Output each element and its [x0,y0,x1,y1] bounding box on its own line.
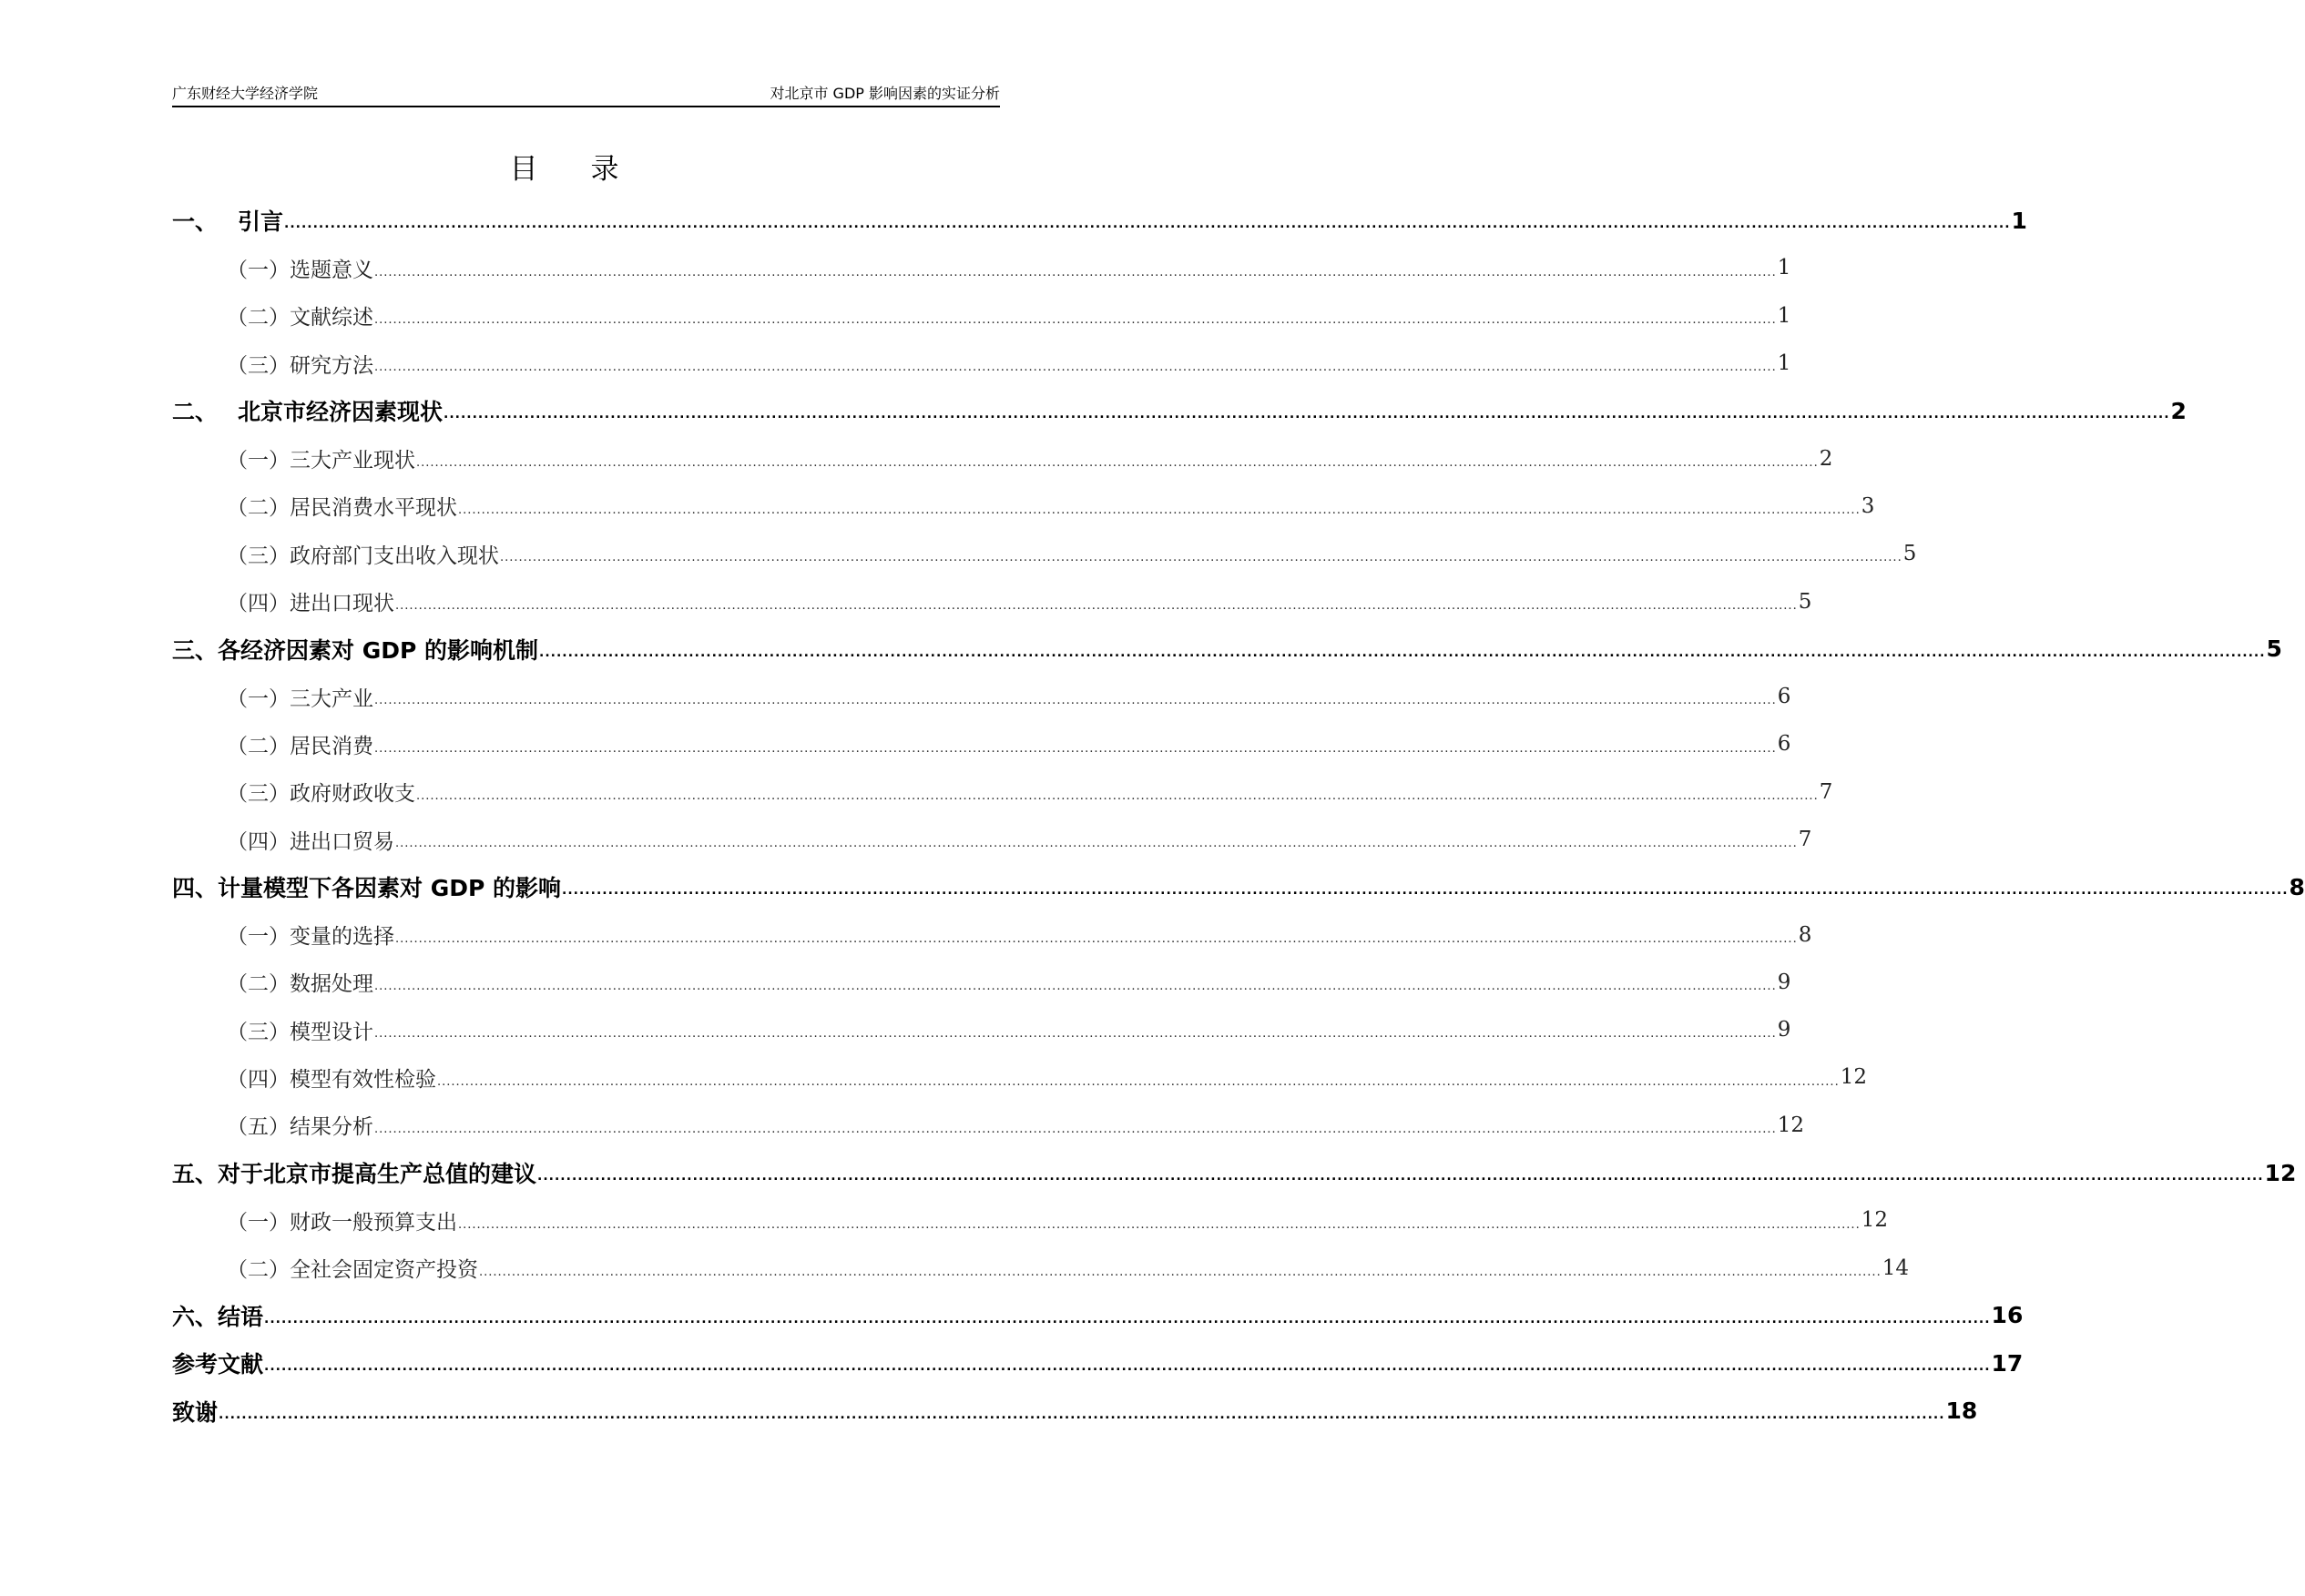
toc-entry[interactable] [172,1102,1804,1149]
toc-entry-text: 对于北京市提高生产总值的建议 [218,1161,537,1188]
toc-entry-text: 政府部门支出收入现状 [290,544,499,568]
toc-entry[interactable] [172,577,1812,625]
toc-entry-label [227,1015,373,1045]
leader-dots: ............................................................................................................................................................................................................................................................................................................ [458,503,1861,518]
toc-entry-text: 数据处理 [290,972,373,997]
toc-entry-text: 结语 [218,1303,264,1330]
toc-entry[interactable] [172,863,2305,910]
toc-entry-text: 文献综述 [290,306,373,330]
toc-entry-label [227,1205,457,1235]
toc-entry-page: 2 [1819,446,1833,471]
toc-entry-text: 政府财政收支 [290,782,415,807]
toc-entry[interactable] [172,434,1833,482]
toc-entry-page: 5 [1902,542,1917,566]
leader-dots: ............................................................................................................................................................................................................................................................................................................ [264,1359,1991,1375]
leader-dots: ............................................................................................................................................................................................................................................................................................................ [416,455,1819,470]
toc-entry-page: 8 [2289,873,2305,900]
leader-dots: ............................................................................................................................................................................................................................................................................................................ [219,1407,1945,1422]
toc-entry-number: （一） [227,258,290,282]
toc-entry[interactable] [172,1006,1791,1053]
toc-entry[interactable] [172,292,1791,340]
toc-entry-page: 1 [1777,303,1791,328]
toc-entry-label [227,777,415,807]
toc-entry[interactable] [172,1292,2024,1339]
toc-entry-label [172,1395,218,1428]
toc-entry-number: 一、 [172,208,219,236]
leader-dots: ............................................................................................................................................................................................................................................................................................................ [437,1074,1840,1089]
toc-entry-label [227,825,394,855]
toc-entry-number: （一） [227,449,290,473]
toc-entry-text: 结果分析 [290,1115,373,1140]
toc-entry[interactable] [172,910,1812,958]
toc-entry-page: 5 [2266,635,2282,663]
toc-entry-text: 计量模型下各因素对 GDP 的影响 [218,875,562,902]
leader-dots: ............................................................................................................................................................................................................................................................................................................ [374,980,1777,994]
toc-entry-label [227,1110,373,1140]
leader-dots: ............................................................................................................................................................................................................................................................................................................ [374,1122,1777,1136]
toc-entry-page: 9 [1777,970,1791,994]
toc-entry-label [172,870,561,903]
toc-entry-text: 研究方法 [290,353,373,378]
toc-entry[interactable] [172,673,1791,720]
toc-entry-text: 变量的选择 [290,925,394,950]
toc-entry[interactable] [172,1196,1888,1244]
toc-entry-number: （三） [227,782,290,807]
toc-entry-page: 12 [1861,1208,1888,1233]
toc-entry-number: 五、 [172,1161,219,1188]
toc-entry-number: （二） [227,1258,290,1283]
toc-entry-number: （三） [227,544,290,568]
leader-dots: ............................................................................................................................................................................................................................................................................................................ [539,645,2266,660]
toc-entry-text: 北京市经济因素现状 [238,399,444,426]
toc-title: 目录 [509,153,672,186]
toc-entry-number: 二、 [172,399,219,426]
toc-entry-label [227,729,373,759]
table-of-contents [172,197,2305,1435]
leader-dots: ............................................................................................................................................................................................................................................................................................................ [374,1027,1777,1042]
toc-entry[interactable] [172,483,1875,530]
toc-entry-page: 2 [2170,397,2187,424]
toc-entry-number: （一） [227,1210,290,1235]
toc-entry-label [227,349,373,379]
toc-entry-label [227,1062,436,1093]
leader-dots: ............................................................................................................................................................................................................................................................................................................ [395,837,1798,851]
toc-entry-number: （四） [227,829,290,854]
toc-entry-page: 12 [1777,1113,1804,1137]
toc-entry-page: 1 [1777,256,1791,280]
toc-entry-page: 5 [1798,589,1812,614]
toc-entry-page: 1 [2011,207,2027,234]
toc-entry-page: 12 [1840,1065,1867,1090]
toc-entry-page: 3 [1861,493,1875,518]
toc-entry[interactable] [172,197,2027,244]
toc-entry-number: （五） [227,1115,290,1140]
leader-dots: ............................................................................................................................................................................................................................................................................................................ [500,551,1902,565]
leader-dots: ............................................................................................................................................................................................................................................................................................................ [374,265,1777,280]
toc-entry[interactable] [172,530,1917,577]
leader-dots: ............................................................................................................................................................................................................................................................................................................ [264,1312,1991,1327]
toc-entry[interactable] [172,959,1791,1006]
toc-entry-page: 12 [2264,1159,2297,1186]
leader-dots: ............................................................................................................................................................................................................................................................................................................ [537,1169,2264,1184]
toc-entry-page: 14 [1882,1255,1909,1280]
toc-entry-number: （三） [227,1020,290,1044]
leader-dots: ............................................................................................................................................................................................................................................................................................................ [395,598,1798,613]
toc-entry-number: （二） [227,306,290,330]
toc-entry-label [172,204,283,237]
toc-entry-label [227,491,457,521]
toc-entry-label [227,253,373,283]
toc-entry-label [227,920,394,950]
toc-entry-text: 致谢 [172,1398,219,1426]
header-institution: 广东财经大学经济学院 [172,84,319,102]
toc-entry[interactable] [172,1387,1978,1434]
toc-entry-number: 六、 [172,1303,219,1330]
leader-dots: ............................................................................................................................................................................................................................................................................................................ [374,741,1777,756]
toc-entry-text: 模型设计 [290,1020,373,1044]
toc-entry-text: 三大产业现状 [290,449,415,473]
toc-entry-text: 三大产业 [290,686,373,711]
toc-entry-label [227,1253,478,1283]
header-paper-title: 对北京市 GDP 影响因素的实证分析 [770,84,1000,102]
leader-dots: ............................................................................................................................................................................................................................................................................................................ [374,361,1777,375]
toc-entry-page: 8 [1798,922,1812,947]
toc-entry[interactable] [172,387,2187,434]
toc-entry-label [227,682,373,712]
toc-entry-page: 6 [1777,732,1791,757]
toc-entry[interactable] [172,1149,2297,1196]
toc-entry[interactable] [172,244,1791,291]
toc-entry-label [172,1299,263,1332]
toc-entry-number: （二） [227,734,290,758]
toc-entry[interactable] [172,768,1833,816]
toc-entry-text: 进出口现状 [290,592,394,616]
toc-entry-text: 引言 [238,208,284,236]
toc-entry-text: 模型有效性检验 [290,1067,436,1092]
toc-entry-text: 居民消费 [290,734,373,758]
toc-entry-page: 17 [1991,1349,2024,1377]
toc-entry-page: 16 [1991,1302,2024,1329]
toc-entry-label [227,300,373,330]
toc-entry-label [227,586,394,616]
leader-dots: ............................................................................................................................................................................................................................................................................................................ [562,883,2289,899]
toc-entry-text: 进出口贸易 [290,829,394,854]
leader-dots: ............................................................................................................................................................................................................................................................................................................ [416,788,1819,803]
toc-entry[interactable] [172,1339,2024,1387]
toc-entry-number: （三） [227,353,290,378]
toc-entry-text: 选题意义 [290,258,373,282]
toc-entry-label [227,443,415,473]
leader-dots: ............................................................................................................................................................................................................................................................................................................ [458,1217,1861,1232]
toc-entry[interactable] [172,1245,1909,1292]
toc-entry-label [172,1347,263,1379]
leader-dots: ............................................................................................................................................................................................................................................................................................................ [479,1265,1882,1279]
leader-dots: ............................................................................................................................................................................................................................................................................................................ [444,407,2170,422]
toc-entry-page: 1 [1777,351,1791,376]
leader-dots: ............................................................................................................................................................................................................................................................................................................ [374,694,1777,708]
leader-dots: ............................................................................................................................................................................................................................................................................................................ [374,312,1777,327]
toc-entry-number: （一） [227,686,290,711]
toc-entry-text: 参考文献 [172,1351,264,1378]
toc-entry-number: 四、 [172,875,219,902]
toc-entry[interactable] [172,625,2282,673]
toc-entry-number: （一） [227,925,290,950]
toc-entry[interactable] [172,816,1812,863]
toc-entry-label [172,394,443,427]
toc-entry[interactable] [172,1053,1867,1101]
toc-entry[interactable] [172,720,1791,768]
toc-entry-number: （二） [227,972,290,997]
toc-entry-number: （四） [227,592,290,616]
toc-entry-number: （四） [227,1067,290,1092]
toc-entry-number: 三、 [172,636,219,664]
toc-entry-label [227,967,373,997]
toc-entry[interactable] [172,340,1791,387]
toc-entry-text: 全社会固定资产投资 [290,1258,478,1283]
leader-dots: ............................................................................................................................................................................................................................................................................................................ [395,931,1798,946]
toc-entry-label [172,633,538,666]
toc-entry-page: 6 [1777,685,1791,709]
leader-dots: ............................................................................................................................................................................................................................................................................................................ [284,217,2011,232]
toc-entry-number: （二） [227,496,290,521]
toc-entry-text: 各经济因素对 GDP 的影响机制 [218,636,539,664]
toc-entry-label [227,539,499,569]
toc-entry-text: 居民消费水平现状 [290,496,457,521]
toc-entry-page: 9 [1777,1018,1791,1042]
toc-entry-label [172,1156,536,1189]
toc-entry-text: 财政一般预算支出 [290,1210,457,1235]
toc-entry-page: 18 [1945,1398,1978,1425]
page-header [172,78,1000,107]
toc-entry-page: 7 [1819,779,1833,804]
toc-entry-page: 7 [1798,828,1812,851]
